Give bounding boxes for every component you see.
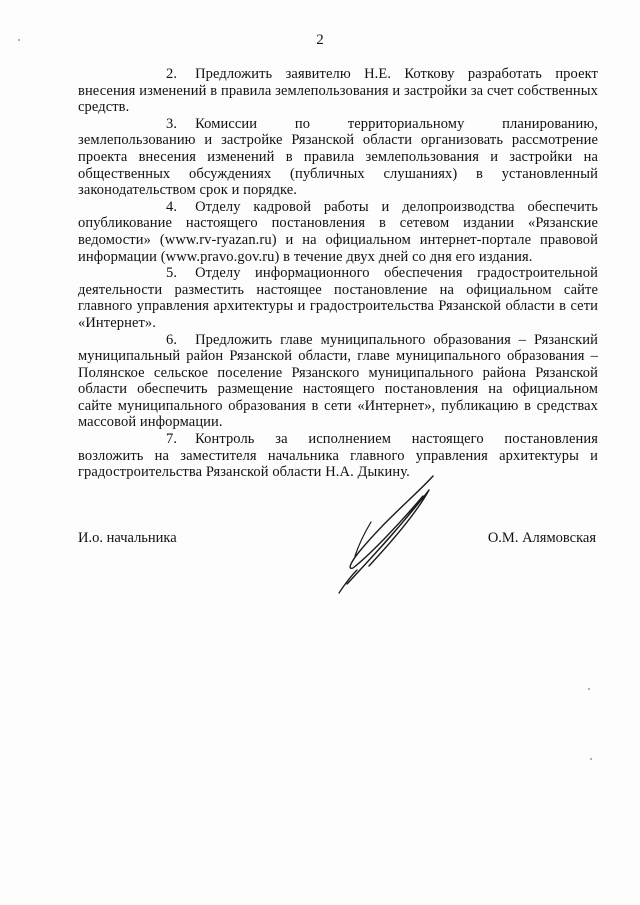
paragraph-number: 4. [166, 198, 178, 215]
paragraph-text: Контроль за исполнением настоящего постановления возложить на заместителя начальника главного управления архитектуры и градостроительства Рязанской области Н.А. Дыкину. [78, 431, 598, 481]
document-body [78, 66, 598, 481]
scan-speck [18, 39, 20, 41]
paragraph-number: 2. [166, 66, 178, 82]
paragraph-text: Отделу информационного обеспечения градостроительной деятельности разместить настоящее постановление на официальном сайте главного управления архитектуры и градостроительства Рязанской области в сети «Интернет». [78, 265, 598, 331]
scan-speck [588, 688, 590, 690]
paragraph-text: Отделу кадровой работы и делопроизводства обеспечить опубликование настоящего постановления в сетевом издании «Рязанские ведомости» (www.rv-ryazan.ru) и на официальном интернет-портале правовой информации (www.pravo.gov.ru) в течение двух дней со дня его издания. [78, 198, 598, 265]
paragraph-3 [78, 116, 598, 199]
signatory-position: И.о. начальника [78, 530, 177, 546]
signature-block [78, 530, 596, 550]
paragraph-2 [78, 66, 598, 116]
paragraph-4 [78, 199, 598, 265]
paragraph-number: 3. [166, 115, 178, 132]
paragraph-number: 7. [166, 431, 178, 448]
paragraph-number: 6. [166, 331, 178, 348]
paragraph-text: Комиссии по территориальному планированию, землепользованию и застройке Рязанской области организовать рассмотрение проекта внесения изменений в правила землепользования и застройки на общественных обсуждениях (публичных слушаниях) в установленный законодательством срок и порядке. [78, 115, 598, 199]
paragraph-6 [78, 332, 598, 432]
paragraph-text: Предложить главе муниципального образования – Рязанский муниципальный район Рязанской области, главе муниципального образования – Полянское сельское поселение Рязанского муниципального района Рязанской области обеспечить размещение настоящего постановления на официальном сайте муниципального образования в сети «Интернет», публикацию в средствах массовой информации. [78, 331, 598, 431]
signatory-name: О.М. Алямовская [487, 530, 596, 546]
scan-speck [590, 758, 592, 760]
page-number: 2 [316, 32, 324, 48]
paragraph-text: Предложить заявителю Н.Е. Коткову разработать проект внесения изменений в правила землепользования и застройки за счет собственных средств. [78, 66, 598, 116]
paragraph-5 [78, 265, 598, 331]
paragraph-number: 5. [166, 265, 178, 282]
